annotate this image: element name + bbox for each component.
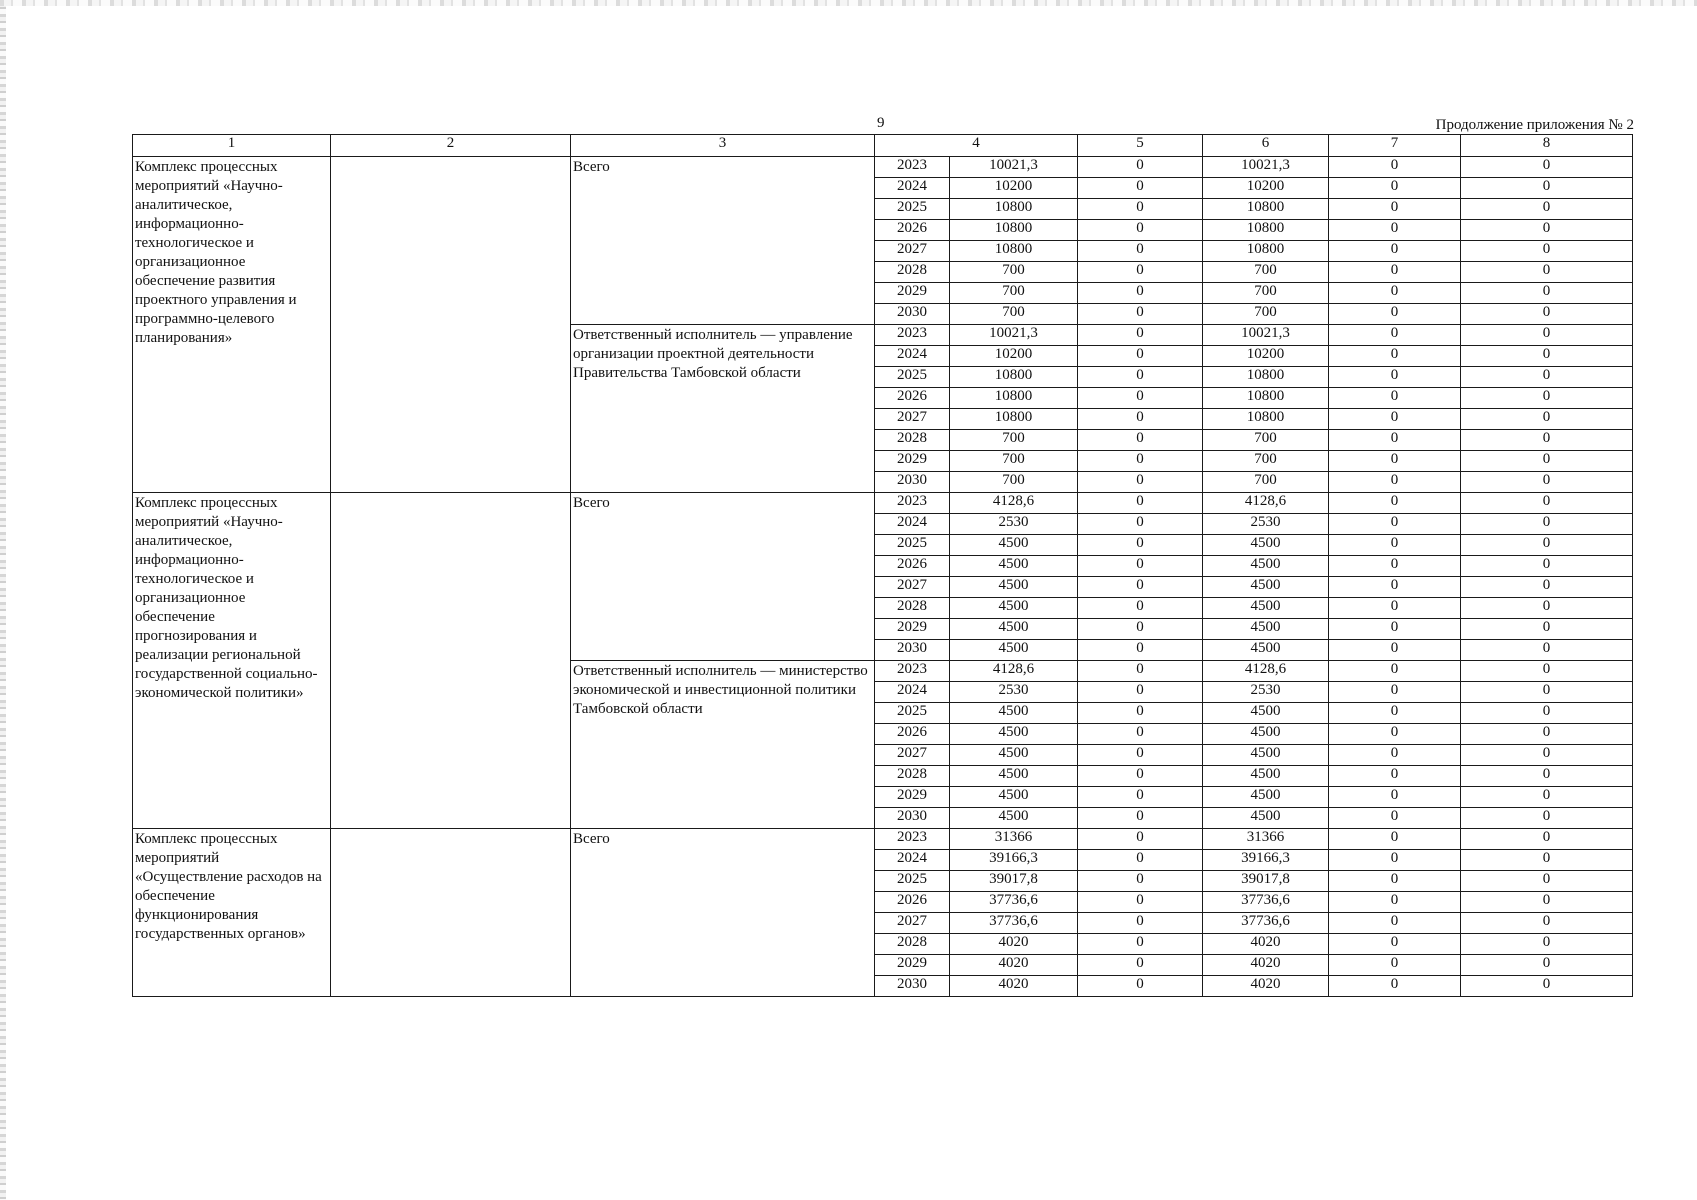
col6-value-cell: 4500	[1203, 619, 1329, 640]
year-cell: 2025	[875, 535, 950, 556]
year-cell: 2028	[875, 934, 950, 955]
col7-value-cell: 0	[1329, 199, 1461, 220]
year-cell: 2026	[875, 724, 950, 745]
col7-value-cell: 0	[1329, 346, 1461, 367]
col8-value-cell: 0	[1461, 304, 1633, 325]
col6-value-cell: 10800	[1203, 241, 1329, 262]
col6-value-cell: 10200	[1203, 346, 1329, 367]
year-cell: 2025	[875, 871, 950, 892]
total-value-cell: 4500	[950, 745, 1078, 766]
col5-value-cell: 0	[1078, 829, 1203, 850]
col6-value-cell: 700	[1203, 283, 1329, 304]
column-header: 7	[1329, 135, 1461, 157]
year-cell: 2029	[875, 955, 950, 976]
year-cell: 2023	[875, 157, 950, 178]
col5-value-cell: 0	[1078, 451, 1203, 472]
col5-value-cell: 0	[1078, 388, 1203, 409]
col8-value-cell: 0	[1461, 787, 1633, 808]
col8-value-cell: 0	[1461, 598, 1633, 619]
column-2-cell	[331, 829, 571, 997]
col8-value-cell: 0	[1461, 430, 1633, 451]
total-value-cell: 4500	[950, 766, 1078, 787]
col5-value-cell: 0	[1078, 787, 1203, 808]
col8-value-cell: 0	[1461, 409, 1633, 430]
col7-value-cell: 0	[1329, 472, 1461, 493]
col8-value-cell: 0	[1461, 346, 1633, 367]
col7-value-cell: 0	[1329, 682, 1461, 703]
col7-value-cell: 0	[1329, 598, 1461, 619]
col8-value-cell: 0	[1461, 934, 1633, 955]
year-cell: 2027	[875, 577, 950, 598]
col8-value-cell: 0	[1461, 829, 1633, 850]
activity-name-cell: Комплекс процессных мероприятий «Научно-аналитическое, информационно-технологическое и организационное обеспечение прогнозирования и реализации региональной государственной социально-экономической политики»	[133, 493, 331, 829]
total-value-cell: 700	[950, 283, 1078, 304]
year-cell: 2024	[875, 346, 950, 367]
total-value-cell: 37736,6	[950, 913, 1078, 934]
col7-value-cell: 0	[1329, 388, 1461, 409]
activity-name-cell: Комплекс процессных мероприятий «Осуществление расходов на обеспечение функционирования государственных органов»	[133, 829, 331, 997]
col8-value-cell: 0	[1461, 955, 1633, 976]
table-row	[133, 829, 1633, 850]
page-number: 9	[877, 115, 885, 131]
col8-value-cell: 0	[1461, 220, 1633, 241]
col5-value-cell: 0	[1078, 493, 1203, 514]
funding-source-cell: Всего	[571, 157, 875, 325]
year-cell: 2026	[875, 388, 950, 409]
col6-value-cell: 39017,8	[1203, 871, 1329, 892]
year-cell: 2028	[875, 430, 950, 451]
year-cell: 2026	[875, 220, 950, 241]
column-header: 3	[571, 135, 875, 157]
col6-value-cell: 10800	[1203, 199, 1329, 220]
year-cell: 2023	[875, 493, 950, 514]
col7-value-cell: 0	[1329, 724, 1461, 745]
col8-value-cell: 0	[1461, 241, 1633, 262]
col6-value-cell: 10800	[1203, 388, 1329, 409]
col6-value-cell: 4500	[1203, 766, 1329, 787]
col7-value-cell: 0	[1329, 157, 1461, 178]
year-cell: 2026	[875, 556, 950, 577]
col7-value-cell: 0	[1329, 283, 1461, 304]
year-cell: 2024	[875, 850, 950, 871]
total-value-cell: 4020	[950, 976, 1078, 997]
funding-source-cell: Всего	[571, 829, 875, 997]
col5-value-cell: 0	[1078, 892, 1203, 913]
column-header: 4	[875, 135, 1078, 157]
col8-value-cell: 0	[1461, 808, 1633, 829]
col5-value-cell: 0	[1078, 472, 1203, 493]
total-value-cell: 4500	[950, 787, 1078, 808]
col5-value-cell: 0	[1078, 871, 1203, 892]
year-cell: 2030	[875, 976, 950, 997]
col8-value-cell: 0	[1461, 556, 1633, 577]
year-cell: 2029	[875, 451, 950, 472]
col7-value-cell: 0	[1329, 514, 1461, 535]
col5-value-cell: 0	[1078, 262, 1203, 283]
col5-value-cell: 0	[1078, 955, 1203, 976]
col7-value-cell: 0	[1329, 304, 1461, 325]
col8-value-cell: 0	[1461, 367, 1633, 388]
col5-value-cell: 0	[1078, 934, 1203, 955]
total-value-cell: 700	[950, 472, 1078, 493]
col6-value-cell: 10200	[1203, 178, 1329, 199]
year-cell: 2027	[875, 745, 950, 766]
col8-value-cell: 0	[1461, 325, 1633, 346]
col7-value-cell: 0	[1329, 178, 1461, 199]
year-cell: 2028	[875, 766, 950, 787]
year-cell: 2023	[875, 829, 950, 850]
table-row	[133, 157, 1633, 178]
year-cell: 2025	[875, 199, 950, 220]
funding-source-cell: Всего	[571, 493, 875, 661]
total-value-cell: 4500	[950, 703, 1078, 724]
col7-value-cell: 0	[1329, 787, 1461, 808]
col5-value-cell: 0	[1078, 199, 1203, 220]
scan-edge	[0, 0, 6, 1200]
col5-value-cell: 0	[1078, 556, 1203, 577]
total-value-cell: 4500	[950, 577, 1078, 598]
col6-value-cell: 4500	[1203, 703, 1329, 724]
total-value-cell: 4128,6	[950, 493, 1078, 514]
total-value-cell: 4500	[950, 619, 1078, 640]
col6-value-cell: 37736,6	[1203, 913, 1329, 934]
col6-value-cell: 700	[1203, 262, 1329, 283]
year-cell: 2025	[875, 367, 950, 388]
total-value-cell: 4500	[950, 640, 1078, 661]
activity-name-cell: Комплекс процессных мероприятий «Научно-аналитическое, информационно-технологическое и организационное обеспечение развития проектного управления и программно-целевого планирования»	[133, 157, 331, 493]
total-value-cell: 10800	[950, 367, 1078, 388]
col5-value-cell: 0	[1078, 178, 1203, 199]
col6-value-cell: 4500	[1203, 535, 1329, 556]
col6-value-cell: 700	[1203, 451, 1329, 472]
col8-value-cell: 0	[1461, 913, 1633, 934]
col6-value-cell: 4500	[1203, 577, 1329, 598]
col5-value-cell: 0	[1078, 724, 1203, 745]
col7-value-cell: 0	[1329, 934, 1461, 955]
col5-value-cell: 0	[1078, 514, 1203, 535]
year-cell: 2024	[875, 514, 950, 535]
total-value-cell: 2530	[950, 682, 1078, 703]
total-value-cell: 4020	[950, 955, 1078, 976]
column-header: 6	[1203, 135, 1329, 157]
total-value-cell: 10800	[950, 220, 1078, 241]
year-cell: 2023	[875, 661, 950, 682]
col8-value-cell: 0	[1461, 619, 1633, 640]
col8-value-cell: 0	[1461, 178, 1633, 199]
col6-value-cell: 4128,6	[1203, 661, 1329, 682]
col6-value-cell: 700	[1203, 472, 1329, 493]
year-cell: 2029	[875, 283, 950, 304]
col8-value-cell: 0	[1461, 871, 1633, 892]
budget-table	[132, 134, 1633, 997]
table-row	[133, 493, 1633, 514]
year-cell: 2030	[875, 640, 950, 661]
column-header-row	[133, 135, 1633, 157]
col8-value-cell: 0	[1461, 976, 1633, 997]
total-value-cell: 10200	[950, 346, 1078, 367]
col5-value-cell: 0	[1078, 745, 1203, 766]
col6-value-cell: 4020	[1203, 976, 1329, 997]
col5-value-cell: 0	[1078, 976, 1203, 997]
total-value-cell: 39166,3	[950, 850, 1078, 871]
total-value-cell: 4128,6	[950, 661, 1078, 682]
col6-value-cell: 39166,3	[1203, 850, 1329, 871]
col5-value-cell: 0	[1078, 283, 1203, 304]
year-cell: 2025	[875, 703, 950, 724]
scan-edge	[0, 0, 1697, 6]
col7-value-cell: 0	[1329, 640, 1461, 661]
col6-value-cell: 4500	[1203, 640, 1329, 661]
col5-value-cell: 0	[1078, 703, 1203, 724]
col8-value-cell: 0	[1461, 493, 1633, 514]
year-cell: 2030	[875, 304, 950, 325]
col5-value-cell: 0	[1078, 409, 1203, 430]
col5-value-cell: 0	[1078, 535, 1203, 556]
col7-value-cell: 0	[1329, 262, 1461, 283]
col8-value-cell: 0	[1461, 535, 1633, 556]
col8-value-cell: 0	[1461, 724, 1633, 745]
col6-value-cell: 700	[1203, 430, 1329, 451]
col6-value-cell: 10021,3	[1203, 157, 1329, 178]
total-value-cell: 10021,3	[950, 157, 1078, 178]
col8-value-cell: 0	[1461, 577, 1633, 598]
col6-value-cell: 700	[1203, 304, 1329, 325]
col8-value-cell: 0	[1461, 703, 1633, 724]
col7-value-cell: 0	[1329, 325, 1461, 346]
total-value-cell: 10200	[950, 178, 1078, 199]
col6-value-cell: 4500	[1203, 787, 1329, 808]
col6-value-cell: 4500	[1203, 598, 1329, 619]
col6-value-cell: 4500	[1203, 745, 1329, 766]
col5-value-cell: 0	[1078, 619, 1203, 640]
col8-value-cell: 0	[1461, 682, 1633, 703]
col7-value-cell: 0	[1329, 451, 1461, 472]
col7-value-cell: 0	[1329, 367, 1461, 388]
year-cell: 2024	[875, 682, 950, 703]
year-cell: 2027	[875, 409, 950, 430]
col8-value-cell: 0	[1461, 514, 1633, 535]
total-value-cell: 2530	[950, 514, 1078, 535]
col6-value-cell: 4128,6	[1203, 493, 1329, 514]
col7-value-cell: 0	[1329, 409, 1461, 430]
col7-value-cell: 0	[1329, 703, 1461, 724]
year-cell: 2027	[875, 913, 950, 934]
col8-value-cell: 0	[1461, 766, 1633, 787]
year-cell: 2030	[875, 808, 950, 829]
funding-source-cell: Ответственный исполнитель — министерство экономической и инвестиционной политики Тамбовской области	[571, 661, 875, 829]
total-value-cell: 4500	[950, 598, 1078, 619]
col5-value-cell: 0	[1078, 304, 1203, 325]
year-cell: 2024	[875, 178, 950, 199]
col7-value-cell: 0	[1329, 577, 1461, 598]
col5-value-cell: 0	[1078, 661, 1203, 682]
year-cell: 2029	[875, 787, 950, 808]
total-value-cell: 10800	[950, 409, 1078, 430]
col8-value-cell: 0	[1461, 850, 1633, 871]
col5-value-cell: 0	[1078, 325, 1203, 346]
total-value-cell: 10800	[950, 241, 1078, 262]
year-cell: 2029	[875, 619, 950, 640]
col7-value-cell: 0	[1329, 808, 1461, 829]
total-value-cell: 4500	[950, 724, 1078, 745]
col7-value-cell: 0	[1329, 241, 1461, 262]
col6-value-cell: 10800	[1203, 220, 1329, 241]
col7-value-cell: 0	[1329, 556, 1461, 577]
col7-value-cell: 0	[1329, 976, 1461, 997]
col7-value-cell: 0	[1329, 892, 1461, 913]
col5-value-cell: 0	[1078, 157, 1203, 178]
col6-value-cell: 37736,6	[1203, 892, 1329, 913]
total-value-cell: 31366	[950, 829, 1078, 850]
col5-value-cell: 0	[1078, 850, 1203, 871]
col5-value-cell: 0	[1078, 640, 1203, 661]
total-value-cell: 39017,8	[950, 871, 1078, 892]
appendix-continuation-label: Продолжение приложения № 2	[1435, 117, 1634, 133]
total-value-cell: 700	[950, 430, 1078, 451]
col7-value-cell: 0	[1329, 955, 1461, 976]
total-value-cell: 700	[950, 451, 1078, 472]
col5-value-cell: 0	[1078, 367, 1203, 388]
funding-source-cell: Ответственный исполнитель — управление организации проектной деятельности Правительства Тамбовской области	[571, 325, 875, 493]
col8-value-cell: 0	[1461, 199, 1633, 220]
col6-value-cell: 10800	[1203, 367, 1329, 388]
col5-value-cell: 0	[1078, 346, 1203, 367]
col8-value-cell: 0	[1461, 451, 1633, 472]
col6-value-cell: 4500	[1203, 808, 1329, 829]
col7-value-cell: 0	[1329, 535, 1461, 556]
col8-value-cell: 0	[1461, 661, 1633, 682]
col8-value-cell: 0	[1461, 262, 1633, 283]
total-value-cell: 10800	[950, 388, 1078, 409]
column-header: 5	[1078, 135, 1203, 157]
total-value-cell: 4500	[950, 808, 1078, 829]
total-value-cell: 700	[950, 262, 1078, 283]
col7-value-cell: 0	[1329, 745, 1461, 766]
col5-value-cell: 0	[1078, 598, 1203, 619]
total-value-cell: 10021,3	[950, 325, 1078, 346]
col5-value-cell: 0	[1078, 766, 1203, 787]
col7-value-cell: 0	[1329, 430, 1461, 451]
col5-value-cell: 0	[1078, 808, 1203, 829]
total-value-cell: 4500	[950, 556, 1078, 577]
col6-value-cell: 4020	[1203, 934, 1329, 955]
total-value-cell: 4020	[950, 934, 1078, 955]
col8-value-cell: 0	[1461, 157, 1633, 178]
col5-value-cell: 0	[1078, 241, 1203, 262]
col5-value-cell: 0	[1078, 682, 1203, 703]
total-value-cell: 10800	[950, 199, 1078, 220]
column-header: 8	[1461, 135, 1633, 157]
column-2-cell	[331, 157, 571, 493]
year-cell: 2027	[875, 241, 950, 262]
col7-value-cell: 0	[1329, 913, 1461, 934]
year-cell: 2026	[875, 892, 950, 913]
col6-value-cell: 31366	[1203, 829, 1329, 850]
total-value-cell: 37736,6	[950, 892, 1078, 913]
col5-value-cell: 0	[1078, 577, 1203, 598]
col7-value-cell: 0	[1329, 829, 1461, 850]
column-header: 1	[133, 135, 331, 157]
col8-value-cell: 0	[1461, 472, 1633, 493]
col6-value-cell: 4020	[1203, 955, 1329, 976]
col7-value-cell: 0	[1329, 766, 1461, 787]
column-header: 2	[331, 135, 571, 157]
col5-value-cell: 0	[1078, 220, 1203, 241]
col7-value-cell: 0	[1329, 661, 1461, 682]
total-value-cell: 700	[950, 304, 1078, 325]
col7-value-cell: 0	[1329, 220, 1461, 241]
col6-value-cell: 4500	[1203, 724, 1329, 745]
col6-value-cell: 2530	[1203, 514, 1329, 535]
col6-value-cell: 2530	[1203, 682, 1329, 703]
col8-value-cell: 0	[1461, 283, 1633, 304]
year-cell: 2028	[875, 598, 950, 619]
col8-value-cell: 0	[1461, 388, 1633, 409]
col6-value-cell: 10800	[1203, 409, 1329, 430]
col7-value-cell: 0	[1329, 619, 1461, 640]
col8-value-cell: 0	[1461, 640, 1633, 661]
col5-value-cell: 0	[1078, 430, 1203, 451]
year-cell: 2030	[875, 472, 950, 493]
col7-value-cell: 0	[1329, 493, 1461, 514]
total-value-cell: 4500	[950, 535, 1078, 556]
col8-value-cell: 0	[1461, 745, 1633, 766]
col8-value-cell: 0	[1461, 892, 1633, 913]
column-2-cell	[331, 493, 571, 829]
col6-value-cell: 4500	[1203, 556, 1329, 577]
col6-value-cell: 10021,3	[1203, 325, 1329, 346]
col7-value-cell: 0	[1329, 850, 1461, 871]
year-cell: 2023	[875, 325, 950, 346]
col7-value-cell: 0	[1329, 871, 1461, 892]
year-cell: 2028	[875, 262, 950, 283]
col5-value-cell: 0	[1078, 913, 1203, 934]
